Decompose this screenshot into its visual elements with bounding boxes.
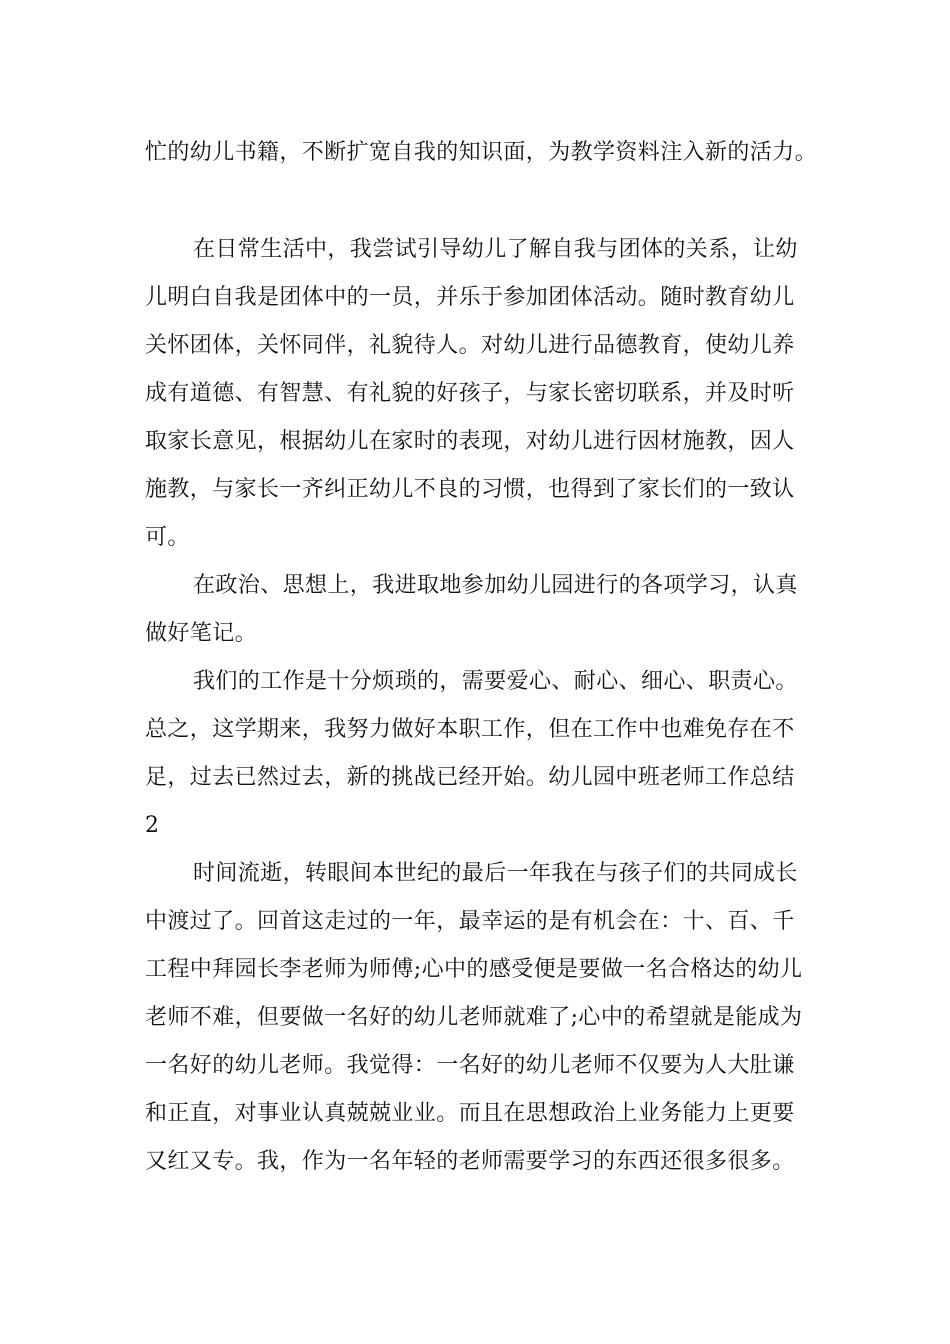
paragraph-daily-life: [145, 226, 825, 1186]
text-line: 和正直，对事业认真兢兢业业。而且在思想政治上业务能力上更要: [145, 1101, 795, 1126]
text-line: 可。: [145, 525, 190, 550]
text-line: 关怀团体，关怀同伴，礼貌待人。对幼儿进行品德教育，使幼儿养: [145, 333, 795, 358]
text-line: 忙的幼儿书籍，不断扩宽自我的知识面，为教学资料注入新的活力。: [145, 140, 818, 165]
text-line: 2: [145, 813, 160, 838]
text-line: 工程中拜园长李老师为师傅;心中的感受便是要做一名合格达的幼儿: [145, 957, 803, 982]
text-line: 足，过去已然过去，新的挑战已经开始。幼儿园中班老师工作总结: [145, 765, 795, 790]
text-line: 又红又专。我，作为一名年轻的老师需要学习的东西还很多很多。: [145, 1149, 795, 1174]
text-line: 施教，与家长一齐纠正幼儿不良的习惯，也得到了家长们的一致认: [145, 477, 795, 502]
text-line: 总之，这学期来，我努力做好本职工作，但在工作中也难免存在不: [145, 717, 795, 742]
text-line: 在政治、思想上，我进取地参加幼儿园进行的各项学习，认真: [193, 573, 798, 598]
text-line: 成有道德、有智慧、有礼貌的好孩子，与家长密切联系，并及时听: [145, 381, 795, 406]
text-line: 儿明白自我是团体中的一员，并乐于参加团体活动。随时教育幼儿: [145, 285, 795, 310]
text-line: 老师不难，但要做一名好的幼儿老师就难了;心中的希望就是能成为: [145, 1005, 803, 1030]
text-line: 时间流逝，转眼间本世纪的最后一年我在与孩子们的共同成长: [193, 861, 798, 886]
carry-over-paragraph: [145, 129, 825, 177]
text-line: 取家长意见，根据幼儿在家时的表现，对幼儿进行因材施教，因人: [145, 429, 795, 454]
text-line: 中渡过了。回首这走过的一年，最幸运的是有机会在：十、百、千: [145, 909, 795, 934]
text-line: 做好笔记。: [145, 621, 258, 646]
text-line: 一名好的幼儿老师。我觉得：一名好的幼儿老师不仅要为人大肚谦: [145, 1053, 795, 1078]
text-line: 我们的工作是十分烦琐的，需要爱心、耐心、细心、职责心。: [193, 669, 798, 694]
text-line: 在日常生活中，我尝试引导幼儿了解自我与团体的关系，让幼: [193, 237, 798, 262]
